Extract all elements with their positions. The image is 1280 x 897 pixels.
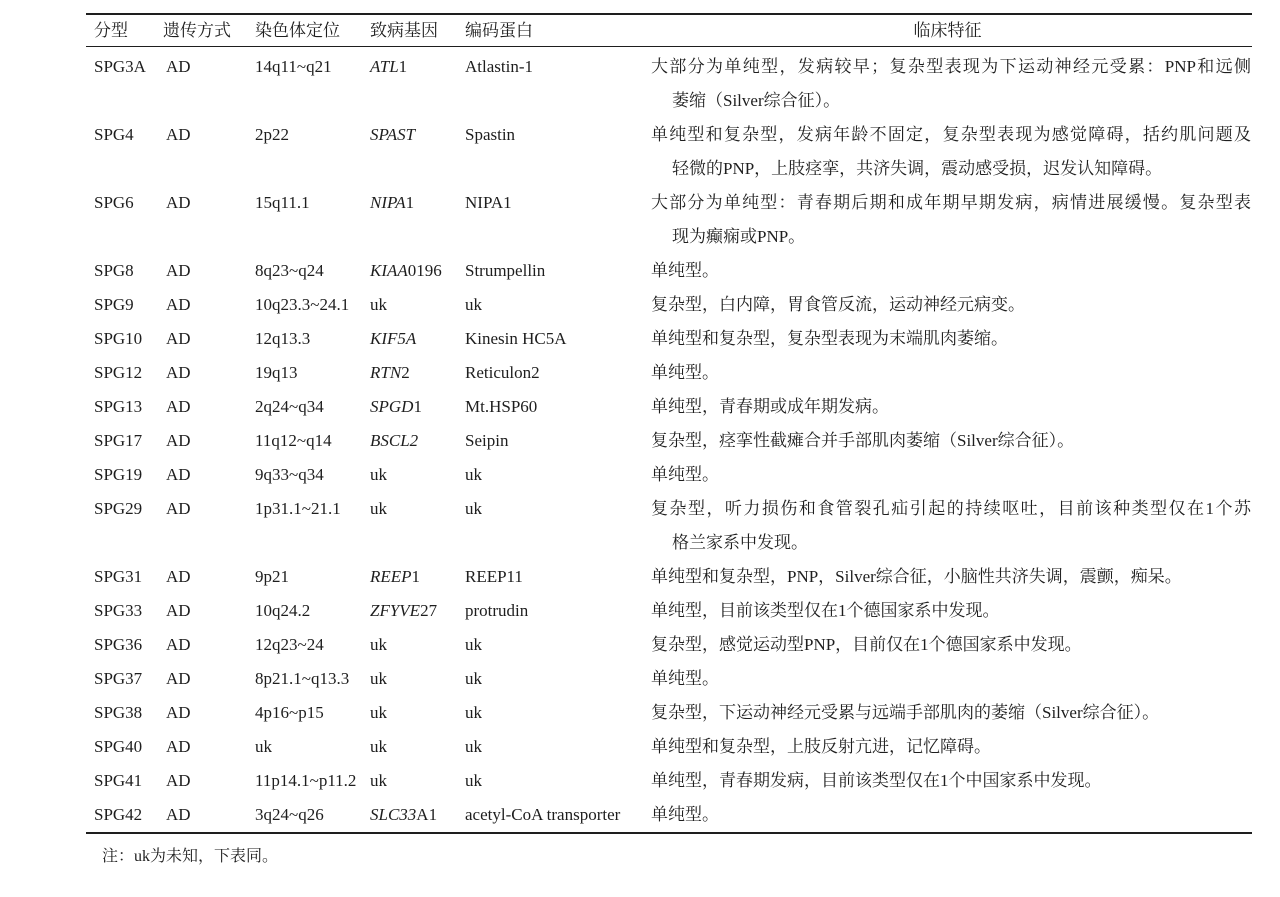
table-row (86, 560, 1252, 594)
subtype-cell: SPG33 (94, 601, 143, 620)
chromosome-locus-cell: 2p22 (255, 125, 289, 144)
gene-name-suffix: 2 (401, 363, 410, 382)
clinical-features-cell (643, 186, 1252, 254)
gene-cell (362, 118, 457, 152)
clinical-features-line: 大部分为单纯型，发病较早；复杂型表现为下运动神经元受累：PNP和远侧 (651, 57, 1251, 76)
gene-name-suffix: 1 (405, 193, 415, 212)
gene-name-suffix: 1 (398, 57, 408, 76)
inheritance-cell: AD (166, 261, 191, 280)
gene-name-suffix: 1 (413, 397, 422, 416)
chromosome-locus-cell: 11p14.1~p11.2 (255, 771, 357, 790)
table-row (86, 730, 1252, 764)
protein-cell: Spastin (465, 125, 516, 144)
inheritance-cell: AD (166, 125, 191, 144)
table-row (86, 356, 1252, 390)
inheritance-cell: AD (166, 567, 191, 586)
clinical-features-line: 复杂型，听力损伤和食管裂孔疝引起的持续呕吐，目前该种类型仅在1个苏 (651, 499, 1251, 518)
clinical-features-line: 现为癫痫或PNP。 (672, 227, 806, 246)
gene-cell (362, 560, 457, 594)
subtype-cell: SPG13 (94, 397, 143, 416)
clinical-features-line: 单纯型。 (651, 465, 719, 484)
gene-name-italic: BSCL2 (370, 431, 419, 450)
gene-name-italic: REEP (370, 567, 412, 586)
gene-cell (362, 696, 457, 730)
protein-cell: uk (465, 465, 482, 484)
inheritance-cell: AD (166, 805, 191, 824)
clinical-features-line: 萎缩（Silver综合征）。 (672, 91, 841, 110)
gene-name-suffix: uk (370, 669, 387, 688)
table-bottom-rule (86, 832, 1252, 834)
header-clinical-features: 临床特征 (913, 21, 982, 40)
gene-cell (362, 798, 457, 832)
gene-name-italic: KIAA (370, 261, 408, 280)
table-row (86, 492, 1252, 560)
gene-cell (362, 492, 457, 526)
protein-cell: Strumpellin (465, 261, 546, 280)
clinical-features-cell (643, 764, 1252, 798)
protein-cell: Atlastin-1 (465, 57, 533, 76)
clinical-features-line: 单纯型和复杂型，PNP，Silver综合征，小脑性共济失调，震颤，痴呆。 (651, 567, 1182, 586)
clinical-features-cell (643, 50, 1252, 118)
inheritance-cell: AD (166, 431, 191, 450)
gene-name-italic: SPAST (370, 125, 416, 144)
gene-cell (362, 390, 457, 424)
inheritance-cell: AD (166, 601, 191, 620)
header-protein: 编码蛋白 (465, 21, 533, 40)
subtype-cell: SPG4 (94, 125, 134, 144)
table-row (86, 254, 1252, 288)
clinical-features-line: 单纯型和复杂型，上肢反射亢进，记忆障碍。 (651, 737, 991, 756)
table-footnote: 注：uk为未知，下表同。 (102, 848, 279, 865)
clinical-features-cell (643, 730, 1252, 764)
inheritance-cell: AD (166, 635, 191, 654)
clinical-features-line: 复杂型，下运动神经元受累与远端手部肌肉的萎缩（Silver综合征）。 (651, 703, 1160, 722)
table-row (86, 662, 1252, 696)
subtype-cell: SPG36 (94, 635, 143, 654)
table-body (86, 50, 1252, 832)
header-inheritance: 遗传方式 (163, 21, 231, 40)
gene-cell (362, 730, 457, 764)
gene-name-italic: ATL (370, 57, 399, 76)
clinical-features-line: 单纯型。 (651, 261, 719, 280)
chromosome-locus-cell: 8q23~q24 (255, 261, 324, 280)
subtype-cell: SPG8 (94, 261, 134, 280)
inheritance-cell: AD (166, 295, 191, 314)
subtype-cell: SPG37 (94, 669, 143, 688)
chromosome-locus-cell: 4p16~p15 (255, 703, 324, 722)
subtype-cell: SPG10 (94, 329, 143, 348)
subtype-cell: SPG19 (94, 465, 143, 484)
protein-cell: uk (465, 669, 482, 688)
protein-cell: NIPA1 (465, 193, 512, 212)
gene-name-italic: SLC33 (370, 805, 417, 824)
chromosome-locus-cell: 1p31.1~21.1 (255, 499, 341, 518)
inheritance-cell: AD (166, 669, 191, 688)
clinical-features-cell (643, 594, 1252, 628)
clinical-features-line: 复杂型，白内障，胃食管反流，运动神经元病变。 (651, 295, 1025, 314)
gene-name-italic: ZFYVE (370, 601, 421, 620)
clinical-features-line: 轻微的PNP，上肢痉挛，共济失调，震动感受损，迟发认知障碍。 (672, 159, 1163, 178)
chromosome-locus-cell: 12q13.3 (255, 329, 311, 348)
protein-cell: Seipin (465, 431, 509, 450)
clinical-features-line: 格兰家系中发现。 (672, 533, 808, 552)
subtype-cell: SPG40 (94, 737, 143, 756)
inheritance-cell: AD (166, 465, 191, 484)
clinical-features-cell (643, 118, 1252, 186)
clinical-features-cell (643, 424, 1252, 458)
chromosome-locus-cell: 8p21.1~q13.3 (255, 669, 350, 688)
subtype-cell: SPG31 (94, 567, 143, 586)
subtype-cell: SPG38 (94, 703, 143, 722)
protein-cell: uk (465, 703, 482, 722)
clinical-features-cell (643, 628, 1252, 662)
table-row (86, 764, 1252, 798)
gene-name-italic: SPGD (370, 397, 414, 416)
chromosome-locus-cell: 10q23.3~24.1 (255, 295, 350, 314)
clinical-features-cell (643, 356, 1252, 390)
chromosome-locus-cell: 2q24~q34 (255, 397, 324, 416)
table-row (86, 390, 1252, 424)
inheritance-cell: AD (166, 193, 191, 212)
protein-cell: uk (465, 737, 482, 756)
header-gene: 致病基因 (370, 21, 438, 40)
inheritance-cell: AD (166, 397, 191, 416)
gene-cell (362, 186, 457, 220)
clinical-features-cell (643, 390, 1252, 424)
clinical-features-line: 单纯型，青春期或成年期发病。 (651, 397, 889, 416)
clinical-features-cell (643, 798, 1252, 832)
gene-cell (362, 288, 457, 322)
gene-cell (362, 356, 457, 390)
table-row (86, 628, 1252, 662)
clinical-features-line: 单纯型，青春期发病，目前该类型仅在1个中国家系中发现。 (651, 771, 1102, 790)
subtype-cell: SPG12 (94, 363, 143, 382)
subtype-cell: SPG3A (94, 57, 146, 76)
gene-name-suffix: uk (370, 737, 387, 756)
subtype-cell: SPG29 (94, 499, 143, 518)
clinical-features-line: 单纯型和复杂型，复杂型表现为末端肌肉萎缩。 (651, 329, 1008, 348)
gene-table (86, 13, 1252, 834)
gene-name-suffix: 27 (420, 601, 438, 620)
chromosome-locus-cell: 14q11~q21 (255, 57, 332, 76)
header-chromosome-locus: 染色体定位 (255, 21, 340, 40)
chromosome-locus-cell: 9q33~q34 (255, 465, 324, 484)
clinical-features-cell (643, 458, 1252, 492)
gene-name-suffix: uk (370, 465, 387, 484)
gene-cell (362, 662, 457, 696)
subtype-cell: SPG41 (94, 771, 143, 790)
gene-cell (362, 458, 457, 492)
subtype-cell: SPG17 (94, 431, 143, 450)
gene-cell (362, 764, 457, 798)
gene-name-suffix: uk (370, 295, 387, 314)
clinical-features-cell (643, 696, 1252, 730)
chromosome-locus-cell: 3q24~q26 (255, 805, 324, 824)
protein-cell: REEP11 (465, 567, 523, 586)
chromosome-locus-cell: uk (255, 737, 272, 756)
protein-cell: acetyl-CoA transporter (465, 805, 621, 824)
inheritance-cell: AD (166, 363, 191, 382)
chromosome-locus-cell: 12q23~24 (255, 635, 324, 654)
gene-name-suffix: uk (370, 703, 387, 722)
chromosome-locus-cell: 15q11.1 (255, 193, 310, 212)
protein-cell: uk (465, 635, 482, 654)
gene-cell (362, 50, 457, 84)
subtype-cell: SPG6 (94, 193, 134, 212)
table-header-row (86, 15, 1252, 46)
clinical-features-line: 单纯型和复杂型，发病年龄不固定，复杂型表现为感觉障碍，括约肌问题及 (651, 125, 1251, 144)
inheritance-cell: AD (166, 329, 191, 348)
gene-cell (362, 322, 457, 356)
table-row (86, 594, 1252, 628)
inheritance-cell: AD (166, 57, 191, 76)
gene-name-italic: NIPA (370, 193, 406, 212)
table-row (86, 288, 1252, 322)
clinical-features-line: 复杂型，感觉运动型PNP，目前仅在1个德国家系中发现。 (651, 635, 1082, 654)
protein-cell: Kinesin HC5A (465, 329, 567, 348)
chromosome-locus-cell: 9p21 (255, 567, 289, 586)
protein-cell: uk (465, 499, 482, 518)
clinical-features-cell (643, 288, 1252, 322)
protein-cell: uk (465, 771, 482, 790)
gene-name-italic: KIF5A (370, 329, 417, 348)
chromosome-locus-cell: 10q24.2 (255, 601, 311, 620)
gene-cell (362, 628, 457, 662)
clinical-features-cell (643, 662, 1252, 696)
gene-name-suffix: A1 (416, 805, 438, 824)
gene-cell (362, 594, 457, 628)
protein-cell: Mt.HSP60 (465, 397, 538, 416)
gene-name-suffix: 0196 (407, 261, 442, 280)
clinical-features-line: 单纯型。 (651, 669, 719, 688)
table-row (86, 322, 1252, 356)
clinical-features-cell (643, 254, 1252, 288)
inheritance-cell: AD (166, 499, 191, 518)
table-row (86, 424, 1252, 458)
inheritance-cell: AD (166, 703, 191, 722)
gene-name-suffix: 1 (411, 567, 421, 586)
clinical-features-cell (643, 560, 1252, 594)
table-row (86, 186, 1252, 254)
protein-cell: protrudin (465, 601, 529, 620)
clinical-features-line: 复杂型，痉挛性截瘫合并手部肌肉萎缩（Silver综合征）。 (651, 431, 1075, 450)
header-subtype: 分型 (94, 21, 128, 40)
table-row (86, 696, 1252, 730)
gene-name-suffix: uk (370, 635, 387, 654)
clinical-features-line: 大部分为单纯型：青春期后期和成年期早期发病，病情进展缓慢。复杂型表 (651, 193, 1251, 212)
clinical-features-line: 单纯型，目前该类型仅在1个德国家系中发现。 (651, 601, 1000, 620)
chromosome-locus-cell: 11q12~q14 (255, 431, 332, 450)
table-row (86, 118, 1252, 186)
clinical-features-cell (643, 492, 1252, 560)
protein-cell: Reticulon2 (465, 363, 540, 382)
gene-cell (362, 424, 457, 458)
inheritance-cell: AD (166, 771, 191, 790)
protein-cell: uk (465, 295, 482, 314)
chromosome-locus-cell: 19q13 (255, 363, 298, 382)
gene-name-suffix: uk (370, 499, 387, 518)
table-row (86, 50, 1252, 118)
gene-name-suffix: uk (370, 771, 387, 790)
subtype-cell: SPG42 (94, 805, 143, 824)
gene-cell (362, 254, 457, 288)
table-row (86, 798, 1252, 832)
gene-name-italic: RTN (370, 363, 402, 382)
clinical-features-line: 单纯型。 (651, 805, 719, 824)
clinical-features-cell (643, 322, 1252, 356)
clinical-features-line: 单纯型。 (651, 363, 719, 382)
subtype-cell: SPG9 (94, 295, 134, 314)
table-row (86, 458, 1252, 492)
inheritance-cell: AD (166, 737, 191, 756)
